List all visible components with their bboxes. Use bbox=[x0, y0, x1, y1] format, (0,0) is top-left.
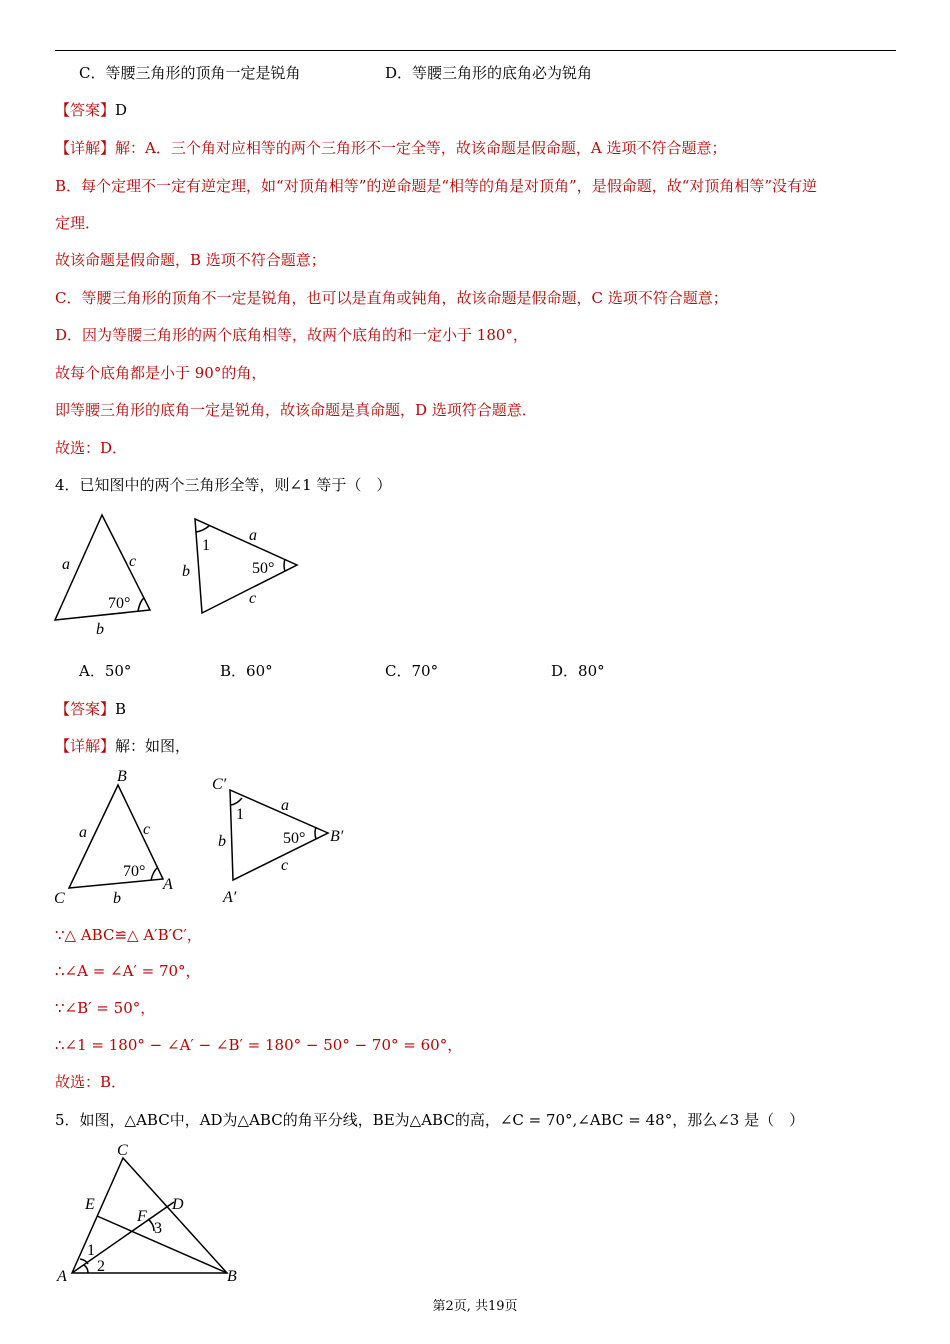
q4-l-c: c bbox=[129, 553, 137, 570]
q4s-label-70: 70° bbox=[123, 863, 146, 880]
q4-step-3: ∵∠B′ = 50°， bbox=[55, 999, 156, 1017]
q4-l-a: a bbox=[62, 556, 70, 573]
q4-step-1: ∵△ ABC≌△ A′B′C′， bbox=[55, 926, 202, 944]
q5-label-2: 2 bbox=[97, 1258, 105, 1275]
q4s-label-a2: a bbox=[281, 797, 289, 814]
q4-option-a: A．50° bbox=[79, 662, 132, 680]
q5-angle1-arc bbox=[80, 1259, 88, 1264]
q5-label-A: A bbox=[57, 1268, 67, 1285]
q4-step-2: ∴∠A = ∠A′ = 70°， bbox=[55, 962, 201, 980]
q3-detail-line-4: 故该命题是假命题，B 选项不符合题意； bbox=[55, 251, 326, 269]
q4s-label-C: C bbox=[54, 890, 65, 907]
q4s-right-angle50-arc bbox=[315, 827, 316, 839]
q4s-label-a: a bbox=[79, 824, 87, 841]
q4s-label-Bprime: B′ bbox=[330, 828, 344, 845]
q4-r-angle: 50° bbox=[252, 560, 275, 577]
q4-r-b: b bbox=[182, 563, 190, 580]
q3-detail-line-7: 故每个底角都是小于 90°的角， bbox=[55, 364, 267, 382]
q5-angle2-arc bbox=[84, 1265, 88, 1273]
q4-left-angle-arc bbox=[138, 598, 144, 611]
q4-r-a: a bbox=[249, 527, 257, 544]
q4s-label-c2: c bbox=[281, 857, 289, 874]
q4-solution-figure bbox=[45, 762, 365, 910]
q3-detail-line-2: B．每个定理不一定有逆定理，如“对顶角相等”的逆命题是“相等的角是对顶角”，是假命题，故“对顶角相等”没有逆 bbox=[55, 177, 818, 195]
q5-label-E: E bbox=[85, 1196, 95, 1213]
q4s-label-A: A bbox=[163, 876, 173, 893]
q4s-label-c: c bbox=[143, 821, 151, 838]
q4s-label-b2: b bbox=[218, 833, 226, 850]
q4s-label-Cprime: C′ bbox=[212, 776, 227, 793]
q4-option-b: B．60° bbox=[220, 662, 273, 680]
q4-answer: 【答案】B bbox=[55, 700, 127, 718]
q5-stem: 5．如图，△ABC中，AD为△ABC的角平分线，BE为△ABC的高，∠C = 70°,∠ABC = 48°，那么∠3 是（ ） bbox=[55, 1111, 805, 1129]
q4-r-c: c bbox=[249, 590, 257, 607]
q4-option-d: D．80° bbox=[551, 662, 605, 680]
q3-detail-line-3: 定理． bbox=[55, 214, 101, 232]
q3-detail-line-1: 【详解】解：A．三个角对应相等的两个三角形不一定全等，故该命题是假命题，A 选项不符合题意； bbox=[55, 139, 727, 157]
q4-r-one: 1 bbox=[202, 537, 210, 554]
q5-label-B: B bbox=[227, 1268, 237, 1285]
q4s-label-Aprime: A′ bbox=[223, 889, 237, 906]
q3-detail-line-8: 即等腰三角形的底角一定是锐角，故该命题是真命题，D 选项符合题意． bbox=[55, 401, 537, 419]
q4s-right-triangle bbox=[230, 790, 328, 880]
q4-l-angle: 70° bbox=[108, 595, 131, 612]
q4-l-b: b bbox=[96, 621, 104, 638]
q5-triangle-ABC bbox=[72, 1158, 227, 1273]
q3-option-c: C．等腰三角形的顶角一定是锐角 bbox=[79, 64, 301, 82]
q4s-label-B: B bbox=[117, 768, 127, 785]
q5-label-C: C bbox=[117, 1142, 128, 1159]
q5-label-3: 3 bbox=[154, 1220, 162, 1237]
q4-detail-intro: 【详解】解：如图， bbox=[55, 737, 191, 755]
q4-right-triangle bbox=[195, 519, 297, 613]
q4s-label-50: 50° bbox=[283, 830, 306, 847]
q4-stem: 4．已知图中的两个三角形全等，则∠1 等于（ ） bbox=[55, 476, 392, 494]
q4-option-c: C．70° bbox=[385, 662, 439, 680]
q5-label-F: F bbox=[137, 1208, 147, 1225]
q3-detail-line-5: C．等腰三角形的顶角不一定是锐角，也可以是直角或钝角，故该命题是假命题，C 选项不符合题意； bbox=[55, 289, 728, 307]
q3-option-d: D．等腰三角形的底角必为锐角 bbox=[385, 64, 593, 82]
header-rule bbox=[55, 50, 896, 51]
q4-step-4: ∴∠1 = 180° − ∠A′ − ∠B′ = 180° − 50° − 70° = 60°， bbox=[55, 1036, 463, 1054]
q4-step-5: 故选：B． bbox=[55, 1073, 127, 1091]
q3-answer: 【答案】D bbox=[55, 101, 128, 119]
q3-detail-line-6: D．因为等腰三角形的两个底角相等，故两个底角的和一定小于 180°， bbox=[55, 326, 528, 344]
page-footer: 第2页, 共19页 bbox=[432, 1299, 518, 1314]
q3-detail-line-9: 故选：D． bbox=[55, 439, 128, 457]
q4s-label-1: 1 bbox=[236, 806, 244, 823]
q4-right-angle50-arc bbox=[284, 559, 285, 571]
q4s-right-angle1-arc bbox=[231, 798, 242, 805]
q4s-left-angle-arc bbox=[151, 868, 157, 880]
q5-segment-BE bbox=[97, 1216, 227, 1273]
q5-label-1: 1 bbox=[87, 1242, 95, 1259]
q4s-label-b: b bbox=[113, 890, 121, 907]
q4-figure-triangles bbox=[40, 505, 320, 640]
q5-label-D: D bbox=[172, 1196, 184, 1213]
q4-right-angle1-arc bbox=[196, 526, 209, 532]
q5-figure bbox=[50, 1135, 250, 1287]
